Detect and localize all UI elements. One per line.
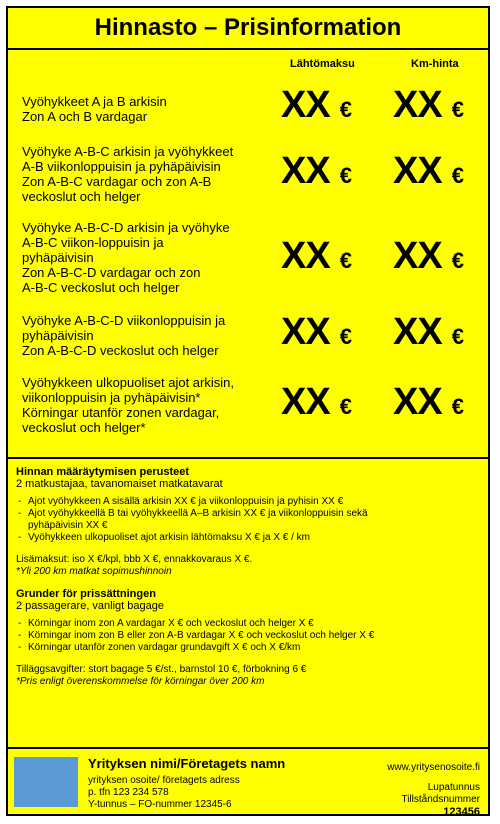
price-sheet — [6, 6, 490, 816]
start-fee-price: XX € — [281, 381, 352, 423]
km-price: XX € — [393, 381, 464, 423]
row-label: Vyöhyke A-B-C arkisin ja vyöhykkeet A-B viikonloppuisin ja pyhäpäivisin Zon A-B-C vardagar och zon A-B veckoslut och helger — [22, 144, 234, 204]
row-label: Vyöhyke A-B-C-D viikonloppuisin ja pyhäpäivisin Zon A-B-C-D veckoslut och helger — [22, 313, 226, 358]
company-footer — [8, 747, 488, 818]
fi-note: *Yli 200 km matkat sopimushinnoin — [16, 566, 172, 577]
company-business-id: Y-tunnus – FO-nummer 12345-6 — [88, 799, 232, 810]
company-website: www.yritysenosoite.fi — [387, 762, 480, 773]
fi-bullet-list — [16, 496, 488, 544]
start-fee-header: Lähtömaksu — [290, 58, 355, 70]
company-address: yrityksen osoite/ företagets adress — [88, 775, 240, 786]
list-item: - Körningar utanför zonen vardagar grundavgift X € och X €/km — [16, 642, 488, 654]
start-fee-price: XX € — [281, 150, 352, 192]
pricing-info — [8, 457, 488, 747]
price-row-1 — [22, 84, 488, 130]
sv-bullet-list — [16, 618, 488, 654]
logo-placeholder — [14, 757, 78, 807]
list-item: - Ajot vyöhykkeen A sisällä arkisin XX € ja viikonloppuisin ja pyhisin XX € — [16, 496, 488, 508]
column-headers — [8, 58, 488, 74]
price-row-2 — [22, 144, 488, 208]
fi-heading: Hinnan määräytymisen perusteet — [16, 466, 190, 478]
price-row-4 — [22, 313, 488, 361]
start-fee-price: XX € — [281, 235, 352, 277]
sv-extra-fees: Tilläggsavgifter: stort bagage 5 €/st., barnstol 10 €, förbokning 6 € — [16, 664, 307, 675]
sv-heading: Grunder för prissättningen — [16, 588, 156, 600]
permit-block — [387, 762, 480, 818]
list-item: - Vyöhykkeen ulkopuoliset ajot arkisin lähtömaksu X € ja X € / km — [16, 532, 488, 544]
list-item: - Körningar inom zon A vardagar X € och veckoslut och helger X € — [16, 618, 488, 630]
fi-subheading: 2 matkustajaa, tavanomaiset matkatavarat — [16, 478, 223, 490]
permit-label-sv: Tillståndsnummer — [401, 794, 480, 805]
row-label: Vyöhykkeet A ja B arkisin Zon A och B vardagar — [22, 94, 167, 124]
list-item: - Ajot vyöhykkeellä B tai vyöhykkeellä A–B arkisin XX € ja viikonloppuisin sekä pyhäpäivisin XX € — [16, 508, 488, 532]
company-details — [88, 775, 240, 811]
fi-extra-fees: Lisämaksut: iso X €/kpl, bbb X €, ennakkovaraus X €. — [16, 554, 253, 565]
page-title: Hinnasto – Prisinformation — [8, 8, 488, 50]
price-row-5 — [22, 375, 488, 439]
sv-note: *Pris enligt överenskommelse för körningar över 200 km — [16, 676, 265, 687]
row-label: Vyöhykkeen ulkopuoliset ajot arkisin, viikonloppuisin ja pyhäpäivisin* Körningar utanför zonen vardagar, veckoslut och helger* — [22, 375, 234, 435]
km-price-header: Km-hinta — [411, 58, 459, 70]
sv-subheading: 2 passagerare, vanligt bagage — [16, 600, 164, 612]
permit-label-fi: Lupatunnus — [427, 782, 480, 793]
km-price: XX € — [393, 311, 464, 353]
start-fee-price: XX € — [281, 84, 352, 126]
km-price: XX € — [393, 150, 464, 192]
price-row-3 — [22, 220, 488, 300]
start-fee-price: XX € — [281, 311, 352, 353]
km-price: XX € — [393, 235, 464, 277]
row-label: Vyöhyke A-B-C-D arkisin ja vyöhyke A-B-C viikon-loppuisin ja pyhäpäivisin Zon A-B-C-D vardagar och zon A-B-C veckoslut och helger — [22, 220, 230, 295]
permit-number: 123456 — [443, 806, 480, 818]
company-phone: p. tfn 123 234 578 — [88, 787, 169, 798]
list-item: - Körningar inom zon B eller zon A-B vardagar X € och veckoslut och helger X € — [16, 630, 488, 642]
km-price: XX € — [393, 84, 464, 126]
company-name: Yrityksen nimi/Företagets namn — [88, 756, 286, 771]
